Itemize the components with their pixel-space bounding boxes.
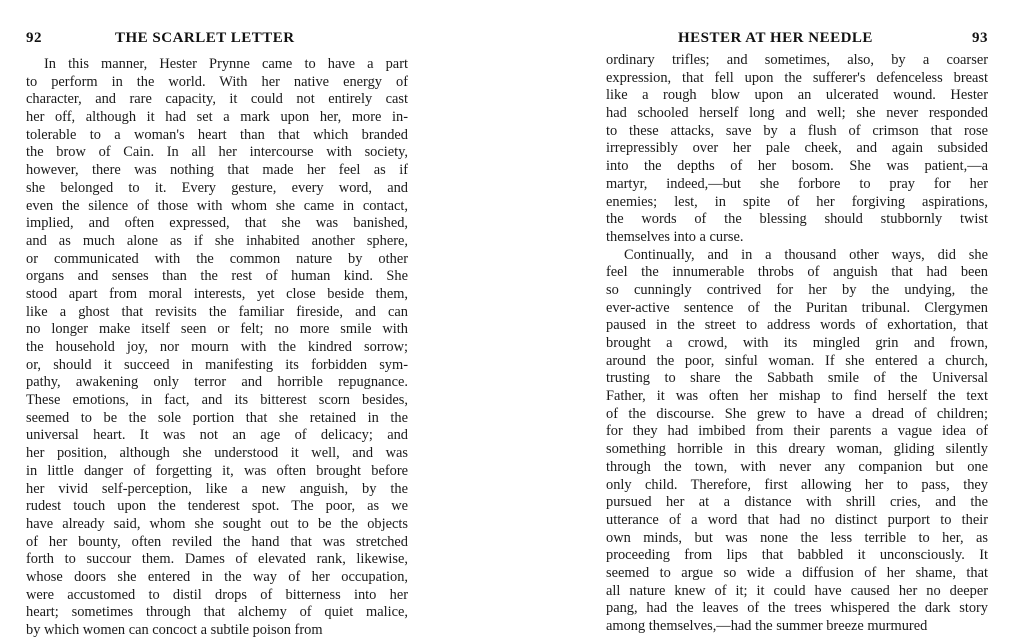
text-line: character, and rare capacity, it could not entirely cast	[26, 91, 408, 108]
page-number: 92	[26, 30, 42, 46]
text-line: so cunningly contrived for her by the undying, the	[606, 281, 988, 298]
right-page	[606, 0, 988, 634]
text-line: Continually, and in a thousand other ways, did she	[624, 246, 988, 263]
text-line: among themselves,—had the summer breeze murmured	[606, 618, 928, 634]
text-line: however, there was nothing that made her feel as if	[26, 162, 408, 179]
text-line: Father, it was often her mishap to find herself the text	[606, 388, 988, 405]
text-line: or, should it succeed in manifesting its forbidden sym-	[26, 356, 408, 373]
text-line: the words of the blessing should stubbornly twist	[606, 211, 988, 228]
text-line: for they had imbibed from their parents a vague idea of	[606, 423, 988, 440]
text-line: ever-active sentence of the Puritan tribunal. Clergymen	[606, 299, 988, 316]
text-line: enemies; lest, in spite of her forgiving aspirations,	[606, 193, 988, 210]
text-line: like a rough blow upon an ulcerated wound. Hester	[606, 87, 988, 104]
text-line: feel the innumerable throbs of anguish that had been	[606, 264, 988, 281]
text-line: ordinary trifles; and sometimes, also, by a coarser	[606, 52, 988, 68]
text-line: heart; sometimes through that alchemy of quiet malice,	[26, 604, 408, 621]
text-line: own minds, but was none the less terrible to her, as	[606, 529, 988, 546]
text-line: whose doors she entered in the way of her occupation,	[26, 568, 408, 585]
text-line: paused in the street to address words of exhortation, that	[606, 317, 988, 334]
text-line: tolerable to a woman's heart than that which branded	[26, 126, 408, 143]
text-line: forth to succour them. Dames of elevated rank, likewise,	[26, 551, 408, 568]
text-line: universal heart. It was not an age of delicacy; and	[26, 427, 408, 444]
text-line: utterance of a word that had no distinct purport to their	[606, 511, 988, 528]
text-line: she belonged to it. Every gesture, every word, and	[26, 179, 408, 196]
text-line: of the discourse. She grew to have a dread of children;	[606, 405, 988, 422]
running-title: THE SCARLET LETTER	[115, 30, 295, 46]
text-line: to these attacks, save by a flush of crimson that rose	[606, 122, 988, 139]
text-line: only child. Therefore, first allowing her to pass, they	[606, 476, 988, 493]
text-line: and as much alone as if she inhabited another sphere,	[26, 232, 408, 249]
text-line: have already said, whom she sought out to be the objects	[26, 515, 408, 532]
text-line: through the town, with never any companion but one	[606, 458, 988, 475]
text-line: like a ghost that revisits the familiar fireside, and can	[26, 303, 408, 320]
text-line: her off, although it had set a mark upon her, more in-	[26, 109, 408, 126]
text-line: irrepressibly over her pale cheek, and again subsided	[606, 140, 988, 157]
text-line: no longer make itself seen or felt; no more smile with	[26, 321, 408, 338]
text-line: organs and senses than the rest of human kind. She	[26, 268, 408, 285]
text-line: something horrible in this dreary woman, gliding silently	[606, 441, 988, 458]
text-line: or communicated with the common nature by other	[26, 250, 408, 267]
left-page-text	[26, 56, 408, 640]
text-line: the household joy, nor mourn with the kindred sorrow;	[26, 339, 408, 355]
text-line: rudest touch upon the tenderest spot. The poor, as we	[26, 498, 408, 515]
text-line: trusting to share the Sabbath smile of the Universal	[606, 370, 988, 387]
text-line: her vivid self-perception, like a new anguish, by the	[26, 480, 408, 497]
text-line: even the silence of those with whom she came in contact,	[26, 197, 408, 214]
text-line: by which women can concoct a subtile poison from	[26, 622, 323, 638]
text-line: in little danger of forgetting it, was often brought before	[26, 462, 408, 479]
text-line: themselves into a curse.	[606, 228, 744, 245]
right-page-text	[606, 52, 988, 636]
text-line: seemed to argue so wide a diffusion of her shame, that	[606, 564, 988, 581]
text-line: expression, that fell upon the sufferer's defenceless breast	[606, 69, 988, 86]
running-title: HESTER AT HER NEEDLE	[678, 30, 873, 46]
text-line: These emotions, in fact, and its bitterest scorn besides,	[26, 392, 408, 409]
text-line: to perform in the world. With her native energy of	[26, 73, 408, 90]
text-line: of her bounty, often reviled the hand that was stretched	[26, 533, 408, 550]
text-line: martyr, indeed,—but she forbore to pray for her	[606, 175, 988, 192]
text-line: proceeding from lips that babbled it unconsciously. It	[606, 547, 988, 564]
text-line: around the poor, sinful woman. If she entered a church,	[606, 352, 988, 369]
text-line: the brow of Cain. In all her intercourse with society,	[26, 144, 408, 161]
left-page	[26, 0, 408, 638]
text-line: were accustomed to distil drops of bitterness into her	[26, 586, 408, 603]
text-line: implied, and often expressed, that she was banished,	[26, 215, 408, 232]
text-line: stood apart from moral interests, yet close beside them,	[26, 285, 408, 302]
text-line: had schooled herself long and well; she never responded	[606, 105, 988, 122]
text-line: seemed to be the sole portion that she retained in the	[26, 409, 408, 426]
right-running-head	[606, 30, 988, 50]
text-line: pang, had the leaves of the trees whispered the dark story	[606, 600, 988, 617]
text-line: pursued her at a distance with shrill cries, and the	[606, 494, 988, 511]
text-line: her position, although she understood it well, and was	[26, 445, 408, 462]
text-line: brought a crowd, with its mingled grin and frown,	[606, 335, 988, 351]
page-number: 93	[972, 30, 988, 46]
left-running-head	[26, 30, 408, 50]
text-line: all nature knew of it; it could have caused her no deeper	[606, 582, 988, 599]
text-line: pathy, awakening only terror and horrible repugnance.	[26, 374, 408, 391]
text-line: into the depths of her bosom. She was patient,—a	[606, 158, 988, 175]
text-line: In this manner, Hester Prynne came to have a part	[44, 56, 408, 72]
